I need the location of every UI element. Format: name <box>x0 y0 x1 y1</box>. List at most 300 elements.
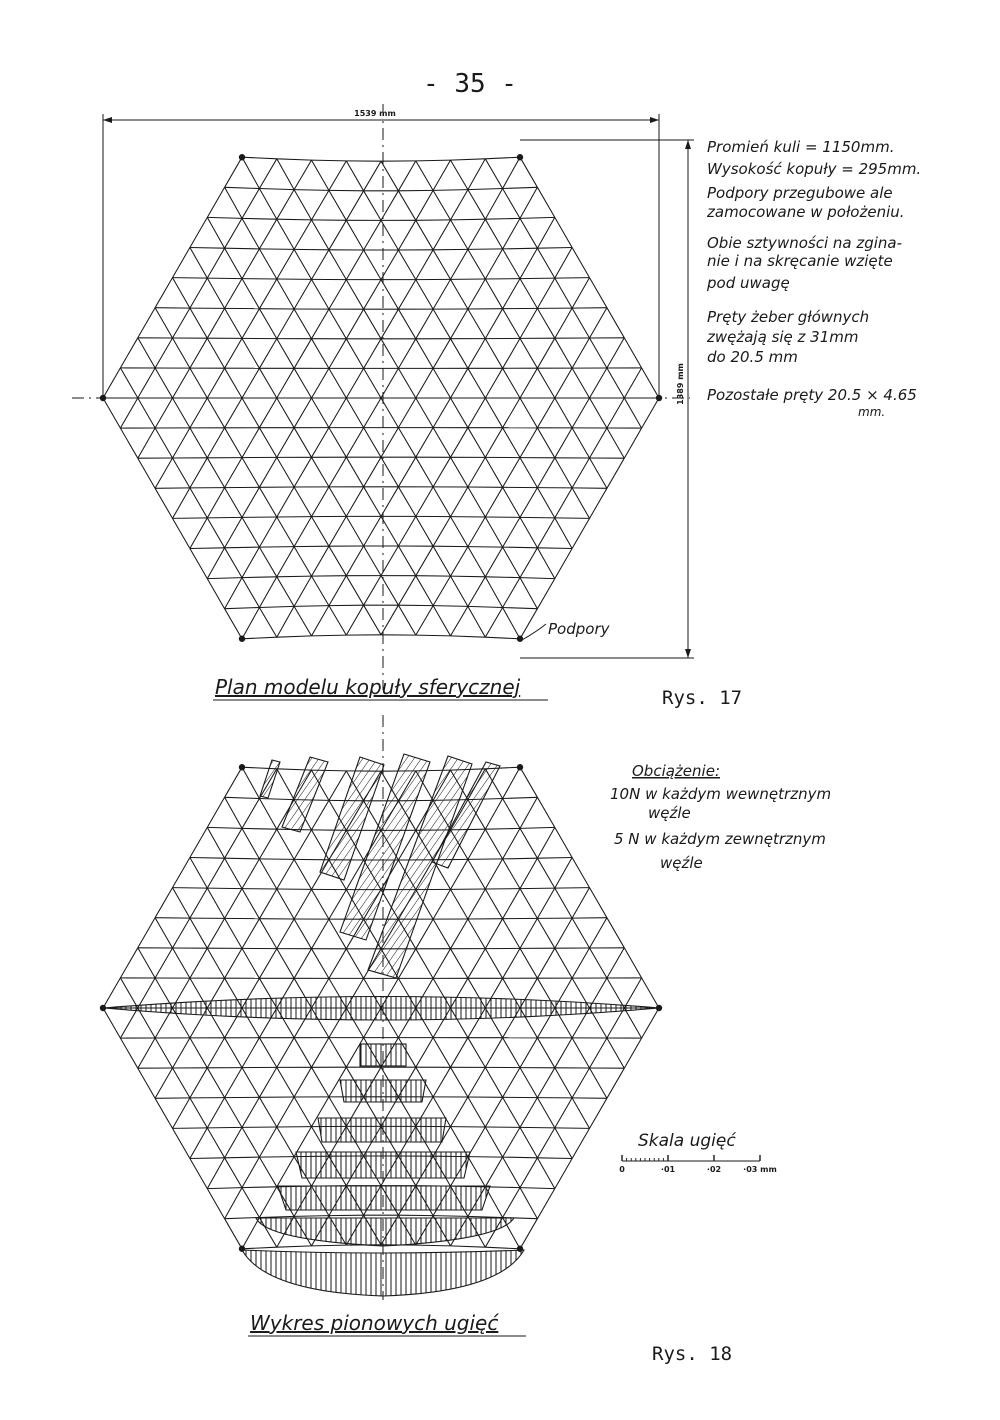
mesh-bar <box>520 279 537 309</box>
mesh-bar <box>520 1219 537 1249</box>
mesh-bar <box>555 1098 572 1128</box>
mesh-bar <box>520 578 537 609</box>
mesh-bar <box>294 859 311 889</box>
mesh-bar <box>381 161 398 191</box>
mesh-bar <box>485 547 502 577</box>
mesh-bar <box>242 218 259 249</box>
mesh-bar <box>503 189 520 219</box>
mesh-bar <box>520 1188 555 1189</box>
mesh-bar <box>433 190 450 220</box>
mesh-bar <box>259 368 276 398</box>
mesh-bar <box>451 606 468 636</box>
mesh-bar <box>451 428 468 458</box>
mesh-bar <box>346 368 363 398</box>
mesh-bar <box>173 308 190 338</box>
mesh-bar <box>225 1188 242 1219</box>
mesh-bar <box>120 1008 137 1038</box>
mesh-bar <box>190 827 207 857</box>
mesh-bar <box>225 547 260 548</box>
mesh-bar <box>120 978 137 1008</box>
mesh-bar <box>451 309 468 339</box>
mesh-bar <box>520 797 537 828</box>
mesh-bar <box>555 458 572 488</box>
mesh-bar <box>398 576 415 606</box>
mesh-bar <box>277 428 294 458</box>
mesh-bar <box>520 548 537 578</box>
mesh-bar <box>468 1067 485 1097</box>
mesh-bar <box>277 159 294 190</box>
deflection-bar <box>278 1186 490 1210</box>
mesh-bar <box>468 949 485 979</box>
mesh-bar <box>312 606 329 636</box>
mesh-bar <box>329 190 346 220</box>
mesh-bar <box>207 797 224 827</box>
mesh-bar <box>398 457 415 487</box>
mesh-bar <box>537 948 554 978</box>
mesh-bar <box>120 398 137 428</box>
mesh-bar <box>468 249 503 250</box>
mesh-bar <box>207 1188 242 1189</box>
mesh-bar <box>468 159 485 190</box>
mesh-bar <box>173 518 208 519</box>
mesh-bar <box>242 919 259 949</box>
load-line: 5 N w każdym zewnętrznym <box>614 830 826 848</box>
load-line: węźle <box>648 804 691 822</box>
mesh-bar <box>364 250 381 280</box>
mesh-bar <box>555 278 590 279</box>
mesh-bar <box>277 190 294 220</box>
mesh-bar <box>329 890 346 920</box>
mesh-bar <box>590 1098 607 1128</box>
mesh-bar <box>242 1127 259 1157</box>
mesh-bar <box>312 190 329 220</box>
mesh-bar <box>555 308 572 338</box>
support-node <box>239 764 245 770</box>
mesh-bar <box>242 1097 259 1127</box>
mesh-bar <box>451 457 468 487</box>
mesh-bar <box>207 548 224 579</box>
page-number: - 35 - <box>423 69 517 99</box>
mesh-bar <box>364 428 381 458</box>
mesh-bar <box>346 398 363 428</box>
mesh-bar <box>485 1097 502 1127</box>
mesh-bar <box>607 978 624 1008</box>
mesh-bar <box>451 190 468 220</box>
design-notes <box>706 138 921 419</box>
mesh-bar <box>190 488 207 518</box>
mesh-bar <box>624 1008 641 1038</box>
mesh-bar <box>572 398 589 428</box>
mesh-bar <box>312 160 329 190</box>
mesh-bar <box>329 771 346 801</box>
mesh-bar <box>242 218 277 219</box>
mesh-bar <box>242 578 259 608</box>
support-node <box>517 636 523 642</box>
mesh-bar <box>433 398 450 428</box>
mesh-bar <box>433 576 450 606</box>
mesh-bar <box>225 767 242 797</box>
mesh-bar <box>138 1008 155 1038</box>
mesh-bar <box>138 368 155 398</box>
mesh-bar <box>381 398 398 428</box>
mesh-bar <box>259 859 276 889</box>
mesh-bar <box>624 398 641 428</box>
mesh-bar <box>329 280 346 310</box>
mesh-bar <box>294 547 311 577</box>
mesh-bar <box>277 577 294 607</box>
mesh-bar <box>225 187 260 188</box>
mesh-bar <box>485 218 520 219</box>
mesh-bar <box>416 250 433 280</box>
mesh-bar <box>590 1068 607 1098</box>
mesh-bar <box>346 576 363 606</box>
mesh-bar <box>277 769 294 800</box>
mesh-bar <box>451 160 468 190</box>
mesh-bar <box>503 517 520 547</box>
mesh-bar <box>503 828 520 859</box>
mesh-bar <box>207 827 242 828</box>
mesh-bar <box>207 368 224 398</box>
mesh-bar <box>329 949 346 979</box>
deflection-bar <box>296 1152 470 1178</box>
mesh-bar <box>520 458 537 488</box>
mesh-bar <box>346 949 363 979</box>
mesh-bar <box>416 487 433 517</box>
mesh-bar <box>225 157 242 187</box>
mesh-bar <box>537 368 554 398</box>
mesh-bar <box>381 220 398 250</box>
mesh-bar <box>207 517 242 518</box>
mesh-bar <box>225 889 242 919</box>
mesh-bar <box>555 888 572 918</box>
mesh-bar <box>294 249 311 279</box>
figure-17-dome-plan <box>72 104 921 709</box>
mesh-bar <box>468 889 485 919</box>
mesh-bar <box>503 157 520 188</box>
mesh-bar <box>190 518 207 549</box>
mesh-bar <box>451 398 468 428</box>
mesh-bar <box>190 217 207 247</box>
mesh-bar <box>590 918 607 948</box>
mesh-bar <box>225 828 242 858</box>
mesh-bar <box>416 161 433 191</box>
mesh-bar <box>294 368 311 398</box>
mesh-bar <box>607 368 624 398</box>
mesh-bar <box>416 546 433 576</box>
mesh-bar <box>485 1157 502 1187</box>
mesh-bar <box>277 1127 294 1157</box>
mesh-bar <box>225 248 242 278</box>
mesh-bar <box>173 518 190 548</box>
rib-deflection-bar <box>282 757 328 832</box>
note-line: pod uwagę <box>707 274 790 292</box>
mesh-bar <box>607 398 624 428</box>
mesh-bar <box>138 978 155 1008</box>
mesh-bar <box>433 517 450 547</box>
mesh-bar <box>416 398 433 428</box>
mesh-bar <box>520 248 537 278</box>
mesh-bar <box>520 218 537 248</box>
mesh-bar <box>451 576 486 577</box>
mesh-bar <box>225 797 242 828</box>
mesh-bar <box>242 547 259 578</box>
mesh-bar <box>520 888 555 889</box>
mesh-bar <box>433 279 450 309</box>
mesh-bar <box>312 487 329 517</box>
mesh-bar <box>294 309 311 339</box>
mesh-bar <box>225 368 242 398</box>
mesh-bar <box>294 1067 311 1097</box>
mesh-bar <box>555 549 572 579</box>
mesh-bar <box>259 1157 294 1158</box>
mesh-bar <box>242 1187 277 1188</box>
mesh-bar <box>468 1157 485 1187</box>
mesh-bar <box>503 458 520 488</box>
mesh-bar <box>590 888 607 918</box>
mesh-bar <box>468 249 485 279</box>
mesh-bar <box>207 398 224 428</box>
mesh-bar <box>312 576 329 606</box>
mesh-bar <box>381 280 398 310</box>
mesh-bar <box>572 428 589 458</box>
mesh-bar <box>381 516 398 546</box>
mesh-bar <box>294 398 311 428</box>
mesh-bar <box>537 827 554 858</box>
mesh-bar <box>451 1097 468 1127</box>
mesh-bar <box>173 338 190 368</box>
mesh-bar <box>520 338 537 368</box>
mesh-bar <box>520 1188 537 1219</box>
mesh-bar <box>277 398 294 428</box>
mesh-bar <box>468 368 485 398</box>
mesh-bar <box>398 161 415 191</box>
mesh-bar <box>520 517 537 547</box>
mesh-bar <box>120 368 137 398</box>
mesh-bar <box>398 546 415 576</box>
mesh-bar <box>312 339 329 369</box>
mesh-bar <box>537 248 572 249</box>
mesh-bar <box>642 368 659 398</box>
mesh-bar <box>259 219 276 249</box>
mesh-bar <box>190 858 225 859</box>
mesh-bar <box>416 1038 433 1068</box>
mesh-bar <box>242 398 259 428</box>
mesh-bar <box>398 280 415 310</box>
mesh-bar <box>207 888 242 889</box>
mesh-bar <box>537 579 554 609</box>
scale-tick-label: 0 <box>619 1165 625 1174</box>
mesh-bar <box>225 578 242 609</box>
support-leader <box>522 624 546 640</box>
mesh-bar <box>537 918 554 948</box>
mesh-bar <box>312 220 329 250</box>
load-line: 10N w każdym wewnętrznym <box>610 785 832 803</box>
mesh-bar <box>433 1038 450 1068</box>
mesh-bar <box>225 248 260 249</box>
mesh-bar <box>173 888 208 889</box>
mesh-bar <box>225 1068 242 1098</box>
mesh-bar <box>398 428 415 458</box>
mesh-bar <box>381 546 398 576</box>
deflection-bar <box>242 1250 524 1296</box>
mesh-bar <box>242 1247 277 1249</box>
mesh-bar <box>312 635 347 636</box>
mesh-bar <box>485 949 502 979</box>
mesh-bar <box>624 1038 641 1068</box>
mesh-bar <box>468 1157 503 1158</box>
mesh-bar <box>138 308 155 338</box>
mesh-bar <box>173 1098 190 1129</box>
mesh-bar <box>242 1068 259 1098</box>
mesh-bar <box>277 547 294 577</box>
mesh-bar <box>329 487 346 517</box>
mesh-bar <box>485 1067 502 1097</box>
mesh-bar <box>138 1068 155 1098</box>
mesh-bar <box>242 428 259 458</box>
mesh-bar <box>451 636 486 637</box>
mesh-bar <box>259 547 294 548</box>
mesh-bar <box>312 1067 329 1097</box>
mesh-bar <box>259 608 276 638</box>
mesh-bar <box>190 368 207 398</box>
mesh-bar <box>294 517 311 547</box>
mesh-bar <box>294 1038 311 1068</box>
mesh-bar <box>398 398 415 428</box>
mesh-bar <box>451 339 468 369</box>
mesh-bar <box>190 428 207 458</box>
mesh-bar <box>225 1158 242 1188</box>
mesh-bar <box>312 309 329 339</box>
mesh-bar <box>468 859 485 889</box>
mesh-bar <box>537 548 572 549</box>
mesh-bar <box>259 577 276 608</box>
mesh-bar <box>503 1188 520 1218</box>
mesh-bar <box>485 279 502 309</box>
mesh-bar <box>503 547 520 578</box>
mesh-bar <box>312 250 329 280</box>
mesh-bar <box>607 308 624 338</box>
mesh-bar <box>381 250 398 280</box>
mesh-bar <box>173 368 190 398</box>
mesh-bar <box>485 828 520 829</box>
mesh-bar <box>503 1157 538 1158</box>
mesh-bar <box>607 338 624 368</box>
mesh-bar <box>485 608 502 638</box>
mesh-bar <box>590 948 607 978</box>
mesh-bar <box>207 248 224 278</box>
mesh-bar <box>468 606 485 637</box>
mesh-bar <box>173 1128 190 1158</box>
mesh-bar <box>329 309 346 339</box>
mesh-bar <box>416 606 433 636</box>
mesh-bar <box>537 308 554 338</box>
mesh-bar <box>259 517 276 547</box>
mesh-bar <box>503 338 520 368</box>
mesh-bar <box>155 1098 172 1128</box>
mesh-bar <box>503 608 538 609</box>
mesh-bar <box>277 919 294 949</box>
mesh-bar <box>207 1128 224 1158</box>
mesh-bar <box>207 827 224 858</box>
mesh-bar <box>329 516 346 546</box>
mesh-bar <box>294 339 311 369</box>
mesh-bar <box>364 220 381 250</box>
mesh-bar <box>155 488 172 518</box>
mesh-bar <box>642 1008 659 1038</box>
mesh-bar <box>485 189 502 220</box>
mesh-bar <box>242 279 259 309</box>
mesh-bar <box>138 428 155 458</box>
mesh-bar <box>225 517 242 547</box>
mesh-bar <box>294 576 311 606</box>
mesh-bar <box>451 249 468 279</box>
mesh-bar <box>259 249 276 279</box>
mesh-bar <box>294 190 311 220</box>
mesh-bar <box>485 1127 502 1157</box>
mesh-bar <box>329 576 346 606</box>
mesh-bar <box>433 949 450 979</box>
mesh-bar <box>572 308 589 338</box>
mesh-bar <box>259 279 276 309</box>
mesh-bar <box>346 339 363 369</box>
mesh-bar <box>207 1038 224 1068</box>
mesh-bar <box>555 1128 572 1159</box>
mesh-bar <box>277 1246 312 1247</box>
mesh-bar <box>346 457 363 487</box>
scale-tick-label: ·01 <box>660 1165 676 1174</box>
mesh-bar <box>451 279 468 309</box>
load-title: Obciążenie: <box>632 762 720 780</box>
mesh-bar <box>277 219 312 220</box>
mesh-bar <box>329 1038 346 1068</box>
mesh-bar <box>225 948 242 978</box>
height-dimension-label: 1389 mm <box>676 363 685 405</box>
mesh-bar <box>277 487 294 517</box>
mesh-bar <box>520 889 537 919</box>
mesh-bar <box>607 948 624 978</box>
mesh-bar <box>503 1038 520 1068</box>
mesh-bar <box>468 189 503 190</box>
mesh-bar <box>555 248 572 279</box>
mesh-bar <box>555 1159 572 1189</box>
mesh-bar <box>520 767 537 797</box>
mesh-bar <box>572 338 589 368</box>
mesh-bar <box>259 1216 294 1217</box>
mesh-bar <box>503 1157 520 1188</box>
mesh-bar <box>207 1098 224 1128</box>
mesh-bar <box>277 1038 294 1068</box>
mesh-bar <box>190 248 225 249</box>
mesh-bar <box>259 919 276 949</box>
figure-17-label: Rys. 17 <box>662 687 743 709</box>
mesh-bar <box>277 517 294 547</box>
mesh-bar <box>468 279 485 309</box>
mesh-bar <box>433 1067 450 1097</box>
mesh-bar <box>468 517 485 547</box>
mesh-bar <box>277 219 294 249</box>
mesh-bar <box>451 517 468 547</box>
mesh-bar <box>207 338 224 368</box>
mesh-bar <box>433 1216 468 1217</box>
mesh-bar <box>242 368 259 398</box>
mesh-bar <box>381 339 398 369</box>
mesh-bar <box>451 889 468 919</box>
mesh-bar <box>520 578 555 579</box>
mesh-bar <box>555 217 572 247</box>
mesh-bar <box>259 339 276 369</box>
mesh-bar <box>624 338 641 368</box>
mesh-bar <box>451 368 468 398</box>
